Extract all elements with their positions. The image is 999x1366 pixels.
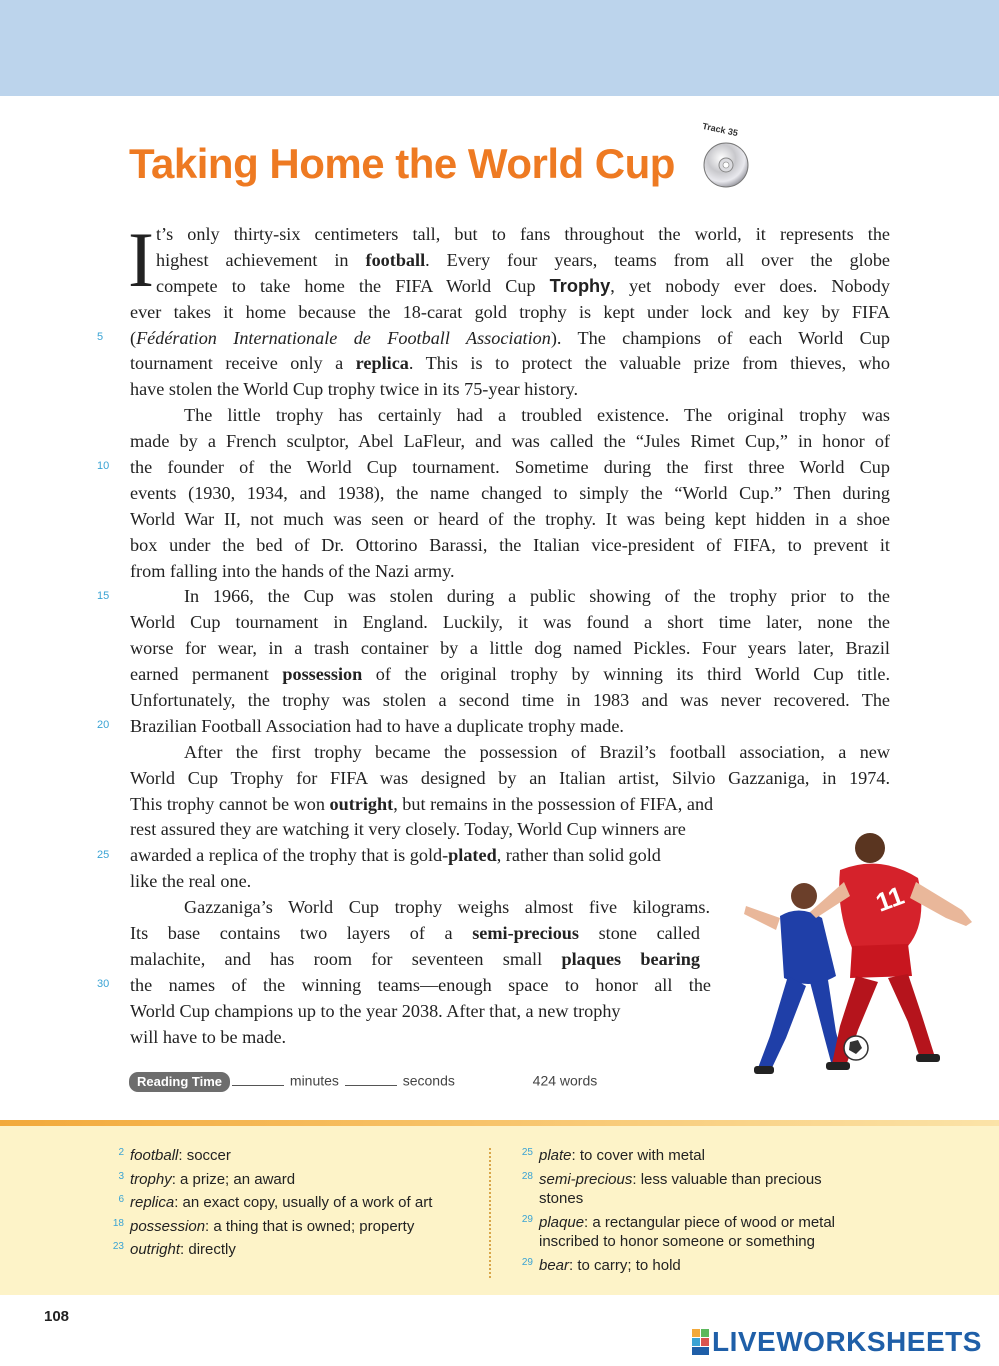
svg-text:11: 11 (871, 880, 908, 918)
text-line: tournament receive only a replica. This is to protect the valuable prize from thieves, who (130, 353, 890, 374)
word-count: 424 words (532, 1072, 598, 1089)
glossary-right-column (521, 1146, 879, 1279)
glossary-entry: 3 trophy: a prize; an award (118, 1170, 296, 1188)
reading-time-badge: Reading Time (129, 1072, 230, 1092)
text-line: made by a French sculptor, Abel LaFleur, and was called the “Jules Rimet Cup,” in honor of (130, 431, 890, 452)
glossary-entry: 6 replica: an exact copy, usually of a work of art (118, 1194, 433, 1211)
vocab-replica: replica (355, 353, 409, 374)
text-line: ever takes it home because the 18-carat gold trophy is kept under lock and key by FIFA (130, 301, 890, 322)
text-line: will have to be made. (130, 1026, 287, 1047)
text-line: rest assured they are watching it very closely. Today, World Cup winners are (130, 819, 686, 840)
minutes-blank[interactable] (232, 1085, 284, 1086)
text-line: like the real one. (130, 871, 252, 892)
text-line: After the first trophy became the possession of Brazil’s football association, a new (184, 741, 890, 762)
text-line: (Fédération Internationale de Football Association). The champions of each World Cup (130, 327, 890, 348)
glossary-top-bar (0, 1120, 999, 1126)
audio-cd-icon[interactable] (703, 142, 749, 188)
text-line: This trophy cannot be won outright, but remains in the possession of FIFA, and (130, 793, 714, 814)
text-line: World Cup Trophy for FIFA was designed by an Italian artist, Silvio Gazzaniga, in 1974. (130, 767, 890, 788)
text-line: World War II, not much was seen or heard of the trophy. It was being kept hidden in a shoe (130, 508, 890, 529)
glossary-entry: 29 plaque: a rectangular piece of wood or metal inscribed to honor someone or something (521, 1213, 836, 1250)
line-number: 15 (97, 590, 110, 602)
text-line: World Cup champions up to the year 2038. After that, a new trophy (130, 1000, 621, 1021)
glossary-entry: 18 possession: a thing that is owned; property (112, 1217, 415, 1235)
text-line: the founder of the World Cup tournament. Sometime during the first three World Cup (130, 457, 890, 478)
line-number: 25 (97, 849, 110, 861)
soccer-players-illustration (740, 826, 976, 1084)
vocab-outright: outright (329, 793, 394, 814)
drop-cap: I (128, 216, 154, 303)
reading-time-row (129, 1072, 597, 1092)
vocab-plated: plated (448, 845, 497, 866)
text-line: Gazzaniga’s World Cup trophy weighs almost five kilograms. (184, 897, 710, 918)
liveworksheets-logo[interactable]: LIVEWORKSHEETS (692, 1326, 982, 1358)
text-line: box under the bed of Dr. Ottorino Barassi, the Italian vice-president of FIFA, to prevent it (130, 534, 890, 555)
text-line: earned permanent possession of the original trophy by winning its third World Cup title. (130, 664, 891, 685)
text-line: World Cup tournament in England. Luckily, it was found a short time later, none the (130, 612, 890, 633)
vocab-football: football (365, 249, 426, 270)
seconds-label: seconds (402, 1072, 455, 1089)
text-line: t’s only thirty-six centimeters tall, but to fans throughout the world, it represents the (156, 224, 890, 244)
paragraph-3 (130, 584, 890, 739)
vocab-trophy: Trophy (549, 275, 611, 296)
line-number: 5 (97, 331, 104, 343)
paragraph-2 (130, 403, 890, 584)
seconds-blank[interactable] (345, 1085, 397, 1086)
article-title: Taking Home the World Cup (129, 140, 675, 187)
text-line: compete to take home the FIFA World Cup Trophy, yet nobody ever does. Nobody (156, 275, 890, 296)
glossary-left-column (112, 1146, 470, 1264)
minutes-label: minutes (289, 1072, 339, 1089)
text-line: malachite, and has room for seventeen small plaques bearing (130, 948, 700, 969)
text-line: awarded a replica of the trophy that is gold-plated, rather than solid gold (130, 845, 661, 866)
glossary-entry: 28 semi-precious: less valuable than precious stones (521, 1170, 822, 1207)
top-color-band (0, 0, 999, 96)
glossary-divider (489, 1148, 491, 1278)
glossary-entry: 29 bear: to carry; to hold (521, 1256, 681, 1274)
page-number: 108 (44, 1308, 70, 1325)
glossary-entry: 25 plate: to cover with metal (521, 1147, 705, 1164)
track-label: Track 35 (701, 120, 739, 139)
text-line: events (1930, 1934, and 1938), the name changed to simply the “World Cup.” Then during (130, 482, 890, 503)
glossary-entry: 23 outright: directly (112, 1241, 236, 1258)
vocab-semi-precious: semi-precious (472, 923, 579, 944)
line-number: 20 (97, 719, 110, 731)
paragraph-5 (130, 895, 711, 1050)
glossary-entry: 2 football: soccer (118, 1147, 231, 1164)
paragraph-1 (128, 216, 890, 403)
vocab-plaques-bearing: plaques bearing (561, 948, 700, 969)
text-line: the names of the winning teams—enough space to honor all the (130, 974, 711, 995)
text-line: have stolen the World Cup trophy twice in its 75-year history. (130, 379, 579, 400)
liveworksheets-logo-icon (692, 1329, 710, 1355)
line-number: 30 (97, 978, 110, 990)
text-line: Its base contains two layers of a semi-precious stone called (130, 923, 701, 944)
line-number: 10 (97, 460, 110, 472)
vocab-possession: possession (282, 664, 363, 685)
text-line: The little trophy has certainly had a troubled existence. The original trophy was (184, 405, 890, 426)
text-line: Unfortunately, the trophy was stolen a second time in 1983 and was never recovered. The (130, 690, 890, 711)
text-line: In 1966, the Cup was stolen during a public showing of the trophy prior to the (184, 586, 890, 607)
text-line: from falling into the hands of the Nazi army. (130, 560, 455, 581)
text-line: highest achievement in football. Every four years, teams from all over the globe (156, 249, 890, 270)
text-line: worse for wear, in a trash container by a little dog named Pickles. Four years later, Brazil (130, 638, 890, 659)
text-line: Brazilian Football Association had to have a duplicate trophy made. (130, 715, 624, 736)
